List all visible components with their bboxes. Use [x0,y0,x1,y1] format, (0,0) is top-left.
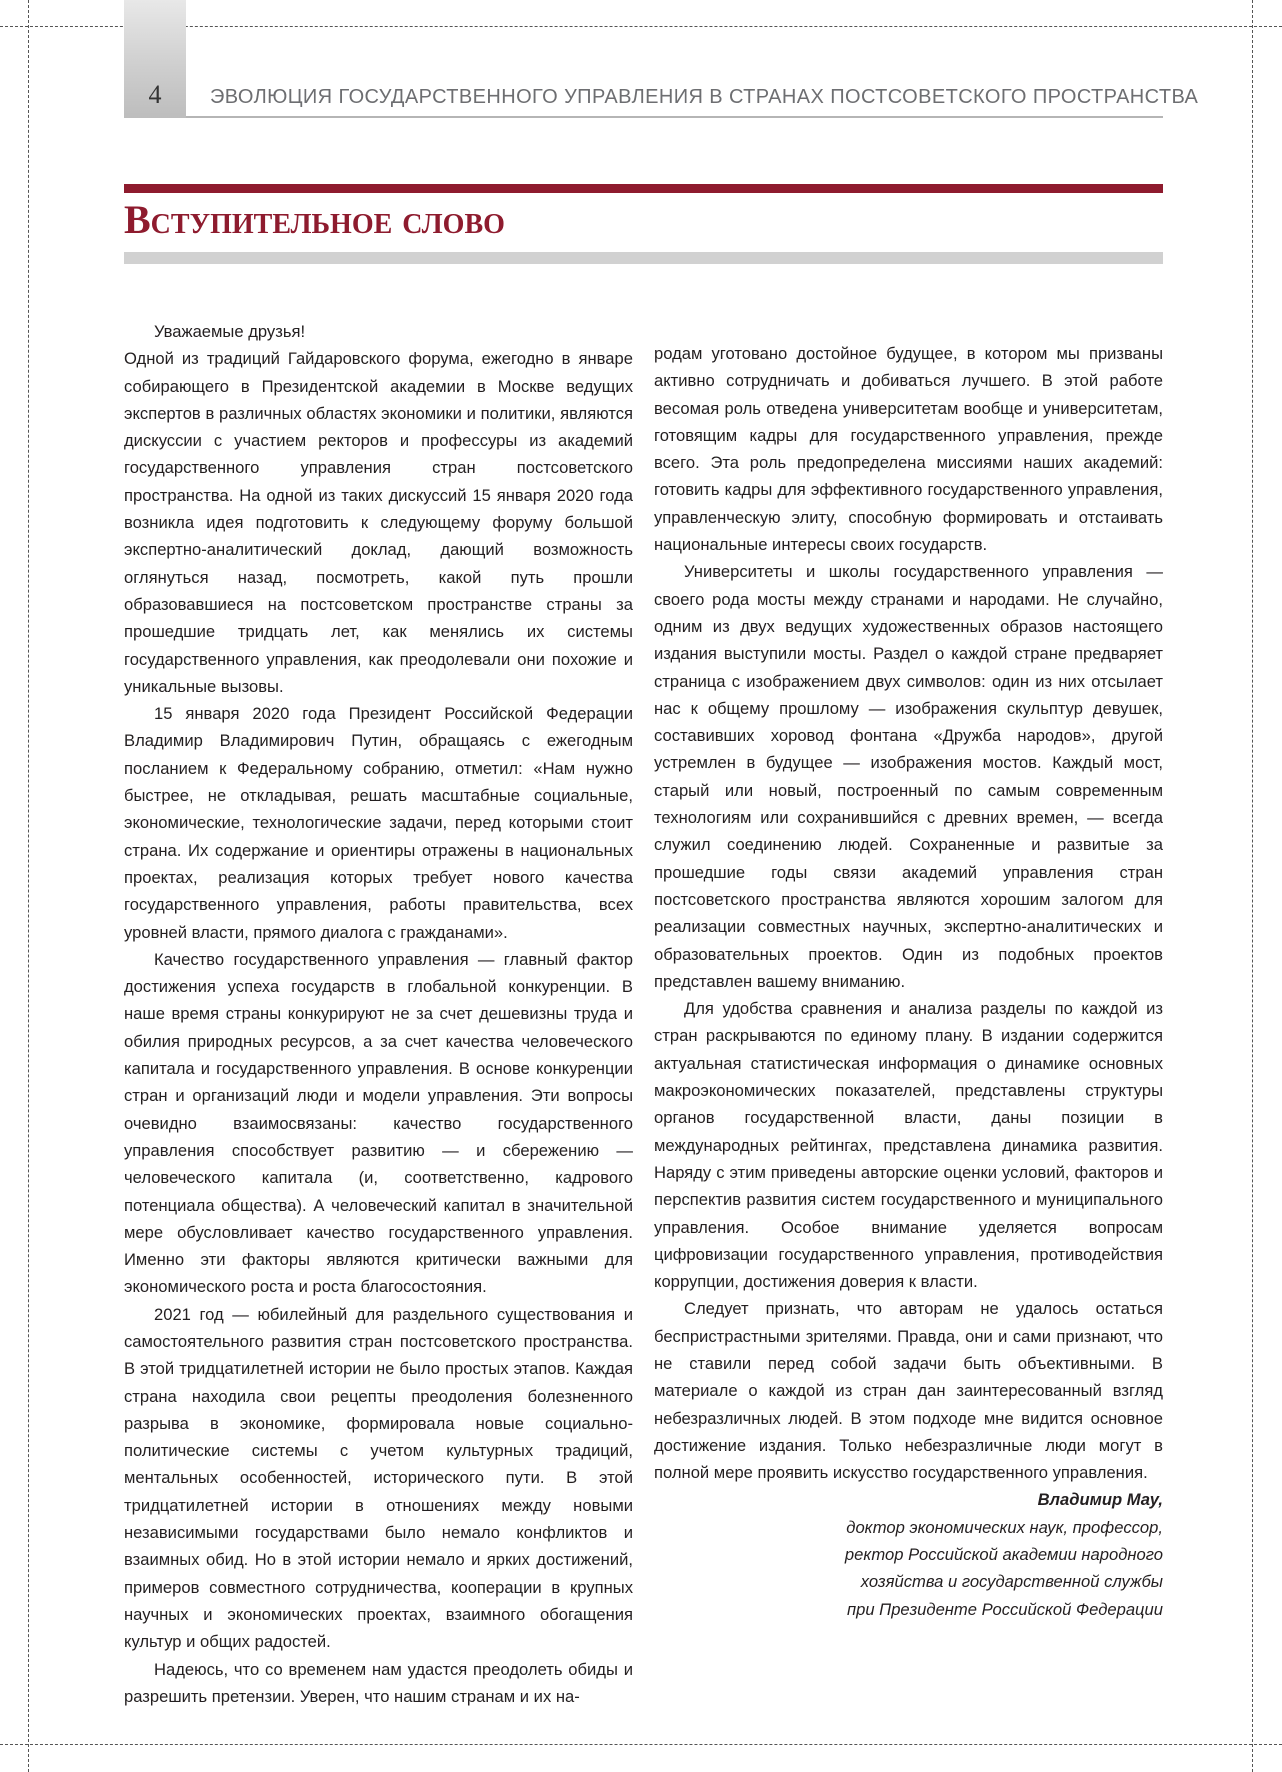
page-number: 4 [148,80,162,109]
section-title: Вступительное слово [124,197,505,242]
paragraph: Университеты и школы государственного управления — своего рода мосты между странами и народами. Не случайно, одним из двух ведущих художественных образов настоящего издания выступили мосты. Раздел о каждой стране предваряет страница с изображением двух символов: один из них отсылает нас к общему прошлому — изображения скульптур девушек, составивших хоровод фонтана «Дружба народов», другой устремлен в будущее — изображения мостов. Каждый мост, старый или новый, построенный по самым современным технологиям или сохранившийся с древних времен, — всегда служил соединению людей. Сохраненные и развитые за прошедшие годы связи академий управления стран постсоветского пространства являются хорошим залогом для реализации совместных научных, экспертно-аналитических и образовательных проектов. Один из подобных проектов представлен вашему вниманию. [654,562,1163,991]
signature [654,1486,1163,1622]
running-title: ЭВОЛЮЦИЯ ГОСУДАРСТВЕННОГО УПРАВЛЕНИЯ В СТРАНАХ ПОСТСОВЕТСКОГО ПРОСТРАНСТВА [210,86,1199,108]
paragraph: Качество государственного управления — главный фактор достижения успеха государств в глобальной конкуренции. В наше время страны конкурируют не за счет дешевизны труда и обилия природных ресурсов, а за счет качества человеческого капитала и государственного управления. В основе конкуренции стран и организаций люди и модели управления. Эти вопросы очевидно взаимосвязаны: качество государственного управления способствует развитию — и сбережению — человеческого капитала (и, соответственно, кадрового потенциала общества). А человеческий капитал в значительной мере обусловливает качество государственного управления. Именно эти факторы являются критически важными для экономического роста и роста благосостояния. [124,949,633,1297]
salutation: Уважаемые друзья! [154,322,306,341]
signature-title-line: хозяйства и государственной службы [860,1572,1163,1592]
title-underline-bar [124,252,1163,264]
trim-mark-bottom [0,1744,1282,1745]
paragraph: 2021 год — юбилейный для раздельного существования и самостоятельного развития стран постсоветского пространства. В этой тридцатилетней истории не было простых этапов. Каждая страна находила свои рецепты преодоления болезненного разрыва в экономике, формировала новые социально-политические системы с учетом культурных традиций, ментальных особенностей, исторического пути. В этой тридцатилетней истории в отношениях между новыми независимыми государствами было немало конфликтов и взаимных обид. Но в этой истории немало и ярких достижений, примеров совместного сотрудничества, кооперации в крупных научных и экономических проектах, взаимного обогащения культур и общих радостей. [124,1304,633,1652]
right-column [654,340,1163,1623]
paragraph: Надеюсь, что со временем нам удастся преодолеть обиды и разрешить претензии. Уверен, что нашим странам и их на- [124,1659,633,1706]
signature-title-line: ректор Российской академии народного [844,1545,1163,1565]
title-accent-bar [124,184,1163,193]
paragraph: Следует признать, что авторам не удалось остаться беспристрастными зрителями. Правда, они и сами признают, что не ставили перед собой задачи быть объективными. В материале о каждой из стран дан заинтересованный взгляд небезразличных людей. В этом подходе мне видится основное достижение издания. Только небезразличные люди могут в полной мере проявить искусство государственного управления. [654,1299,1163,1483]
signature-title-line: при Президенте Российской Федерации [846,1599,1163,1619]
paragraph: Для удобства сравнения и анализа разделы по каждой из стран раскрываются по единому плану. В издании содержится актуальная статистическая информация о динамике основных макроэкономических показателей, представлены структуры органов государственной власти, даны позиции в международных рейтингах, представлена динамика развития. Наряду с этим приведены авторские оценки условий, факторов и перспектив развития систем государственного и муниципального управления. Особое внимание уделяется вопросам цифровизации государственного управления, противодействия коррупции, достижения доверия к власти. [654,999,1163,1292]
header-rule [186,116,1163,118]
left-column [124,318,633,1710]
paragraph: 15 января 2020 года Президент Российской Федерации Владимир Владимирович Путин, обращаясь с ежегодным посланием к Федеральному собранию, отметил: «Нам нужно быстрее, не откладывая, решать масштабные социальные, экономические, технологические задачи, перед которыми стоит страна. Их содержание и ориентиры отражены в национальных проектах, реализация которых требует нового качества государственного управления, работы правительства, всех уровней власти, прямого диалога с гражданами». [124,704,633,942]
signature-name: Владимир Мау, [1037,1490,1163,1510]
paragraph: родам уготовано достойное будущее, в котором мы призваны активно сотрудничать и добиваться лучшего. В этой работе весомая роль отведена университетам вообще и университетам, готовящим кадры для государственного управления, прежде всего. Эта роль предопределена миссиями наших академий: готовить кадры для эффективного государственного управления, управленческую элиту, способную формировать и отстаивать национальные интересы своих государств. [654,344,1163,555]
paragraph: Одной из традиций Гайдаровского форума, ежегодно в январе собирающего в Президентской академии в Москве ведущих экспертов в различных областях экономики и политики, являются дискуссии с участием ректоров и профессуры из академий государственного управления стран постсоветского пространства. На одной из таких дискуссий 15 января 2020 года возникла идея подготовить к следующему форуму большой экспертно-аналитический доклад, дающий возможность оглянуться назад, посмотреть, какой путь прошли образовавшиеся на постсоветском пространстве страны за прошедшие тридцать лет, как менялись их системы государственного управления, как преодолевали они похожие и уникальные вызовы. [124,349,633,696]
trim-mark-right [1252,0,1253,1772]
trim-mark-top [0,26,1282,27]
trim-mark-left [28,0,29,1772]
signature-title-line: доктор экономических наук, профессор, [846,1517,1163,1537]
